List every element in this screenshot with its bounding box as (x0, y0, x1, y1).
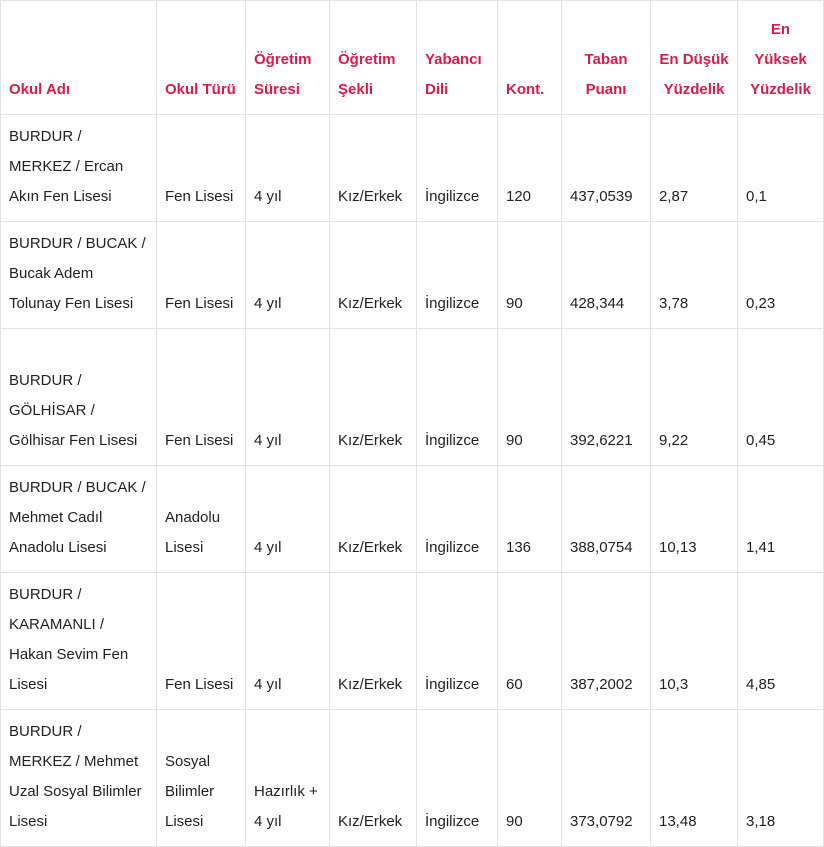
cell-ogretim-sekli: Kız/Erkek (330, 222, 417, 329)
cell-en-yuksek-yuzdelik: 0,1 (738, 115, 824, 222)
cell-en-dusuk-yuzdelik: 9,22 (651, 329, 738, 466)
header-en-dusuk-yuzdelik: En Düşük Yüzdelik (651, 1, 738, 115)
cell-yabanci-dili: İngilizce (417, 573, 498, 710)
cell-okul-adi: BURDUR / GÖLHİSAR / Gölhisar Fen Lisesi (1, 329, 157, 466)
cell-okul-adi: BURDUR / MERKEZ / Ercan Akın Fen Lisesi (1, 115, 157, 222)
cell-ogretim-suresi: 4 yıl (246, 573, 330, 710)
header-okul-turu: Okul Türü (157, 1, 246, 115)
cell-ogretim-sekli: Kız/Erkek (330, 710, 417, 847)
cell-ogretim-suresi: 4 yıl (246, 115, 330, 222)
cell-okul-turu: Sosyal Bilimler Lisesi (157, 710, 246, 847)
cell-yabanci-dili: İngilizce (417, 466, 498, 573)
header-ogretim-sekli: Öğretim Şekli (330, 1, 417, 115)
cell-en-yuksek-yuzdelik: 1,41 (738, 466, 824, 573)
header-ogretim-suresi: Öğretim Süresi (246, 1, 330, 115)
cell-ogretim-sekli: Kız/Erkek (330, 573, 417, 710)
cell-okul-turu: Fen Lisesi (157, 573, 246, 710)
cell-okul-adi: BURDUR / MERKEZ / Mehmet Uzal Sosyal Bilimler Lisesi (1, 710, 157, 847)
cell-okul-turu: Fen Lisesi (157, 222, 246, 329)
cell-en-yuksek-yuzdelik: 4,85 (738, 573, 824, 710)
table-row (1, 329, 824, 466)
cell-okul-turu: Fen Lisesi (157, 329, 246, 466)
cell-taban-puani: 387,2002 (562, 573, 651, 710)
cell-en-dusuk-yuzdelik: 10,3 (651, 573, 738, 710)
cell-en-yuksek-yuzdelik: 3,18 (738, 710, 824, 847)
cell-okul-adi: BURDUR / KARAMANLI / Hakan Sevim Fen Lisesi (1, 573, 157, 710)
cell-yabanci-dili: İngilizce (417, 329, 498, 466)
cell-kontenjan: 90 (498, 710, 562, 847)
cell-yabanci-dili: İngilizce (417, 115, 498, 222)
table-row (1, 573, 824, 710)
header-kontenjan: Kont. (498, 1, 562, 115)
table-row (1, 466, 824, 573)
cell-ogretim-sekli: Kız/Erkek (330, 329, 417, 466)
cell-okul-adi: BURDUR / BUCAK / Bucak Adem Tolunay Fen Lisesi (1, 222, 157, 329)
cell-taban-puani: 428,344 (562, 222, 651, 329)
cell-yabanci-dili: İngilizce (417, 710, 498, 847)
header-okul-adi: Okul Adı (1, 1, 157, 115)
cell-en-yuksek-yuzdelik: 0,45 (738, 329, 824, 466)
cell-taban-puani: 392,6221 (562, 329, 651, 466)
cell-ogretim-sekli: Kız/Erkek (330, 115, 417, 222)
cell-taban-puani: 373,0792 (562, 710, 651, 847)
cell-en-dusuk-yuzdelik: 3,78 (651, 222, 738, 329)
table-row (1, 222, 824, 329)
cell-ogretim-suresi: 4 yıl (246, 329, 330, 466)
table-row (1, 115, 824, 222)
table-row (1, 710, 824, 847)
cell-ogretim-suresi: 4 yıl (246, 466, 330, 573)
header-en-yuksek-yuzdelik: En Yüksek Yüzdelik (738, 1, 824, 115)
cell-en-yuksek-yuzdelik: 0,23 (738, 222, 824, 329)
cell-ogretim-sekli: Kız/Erkek (330, 466, 417, 573)
cell-taban-puani: 388,0754 (562, 466, 651, 573)
cell-yabanci-dili: İngilizce (417, 222, 498, 329)
cell-en-dusuk-yuzdelik: 2,87 (651, 115, 738, 222)
cell-ogretim-suresi: Hazırlık + 4 yıl (246, 710, 330, 847)
cell-kontenjan: 120 (498, 115, 562, 222)
cell-kontenjan: 60 (498, 573, 562, 710)
cell-okul-turu: Anadolu Lisesi (157, 466, 246, 573)
cell-kontenjan: 90 (498, 329, 562, 466)
cell-okul-turu: Fen Lisesi (157, 115, 246, 222)
cell-en-dusuk-yuzdelik: 10,13 (651, 466, 738, 573)
header-taban-puani: Taban Puanı (562, 1, 651, 115)
cell-taban-puani: 437,0539 (562, 115, 651, 222)
cell-kontenjan: 136 (498, 466, 562, 573)
cell-en-dusuk-yuzdelik: 13,48 (651, 710, 738, 847)
header-row (1, 1, 824, 115)
cell-kontenjan: 90 (498, 222, 562, 329)
cell-okul-adi: BURDUR / BUCAK / Mehmet Cadıl Anadolu Lisesi (1, 466, 157, 573)
header-yabanci-dili: Yabancı Dili (417, 1, 498, 115)
cell-ogretim-suresi: 4 yıl (246, 222, 330, 329)
